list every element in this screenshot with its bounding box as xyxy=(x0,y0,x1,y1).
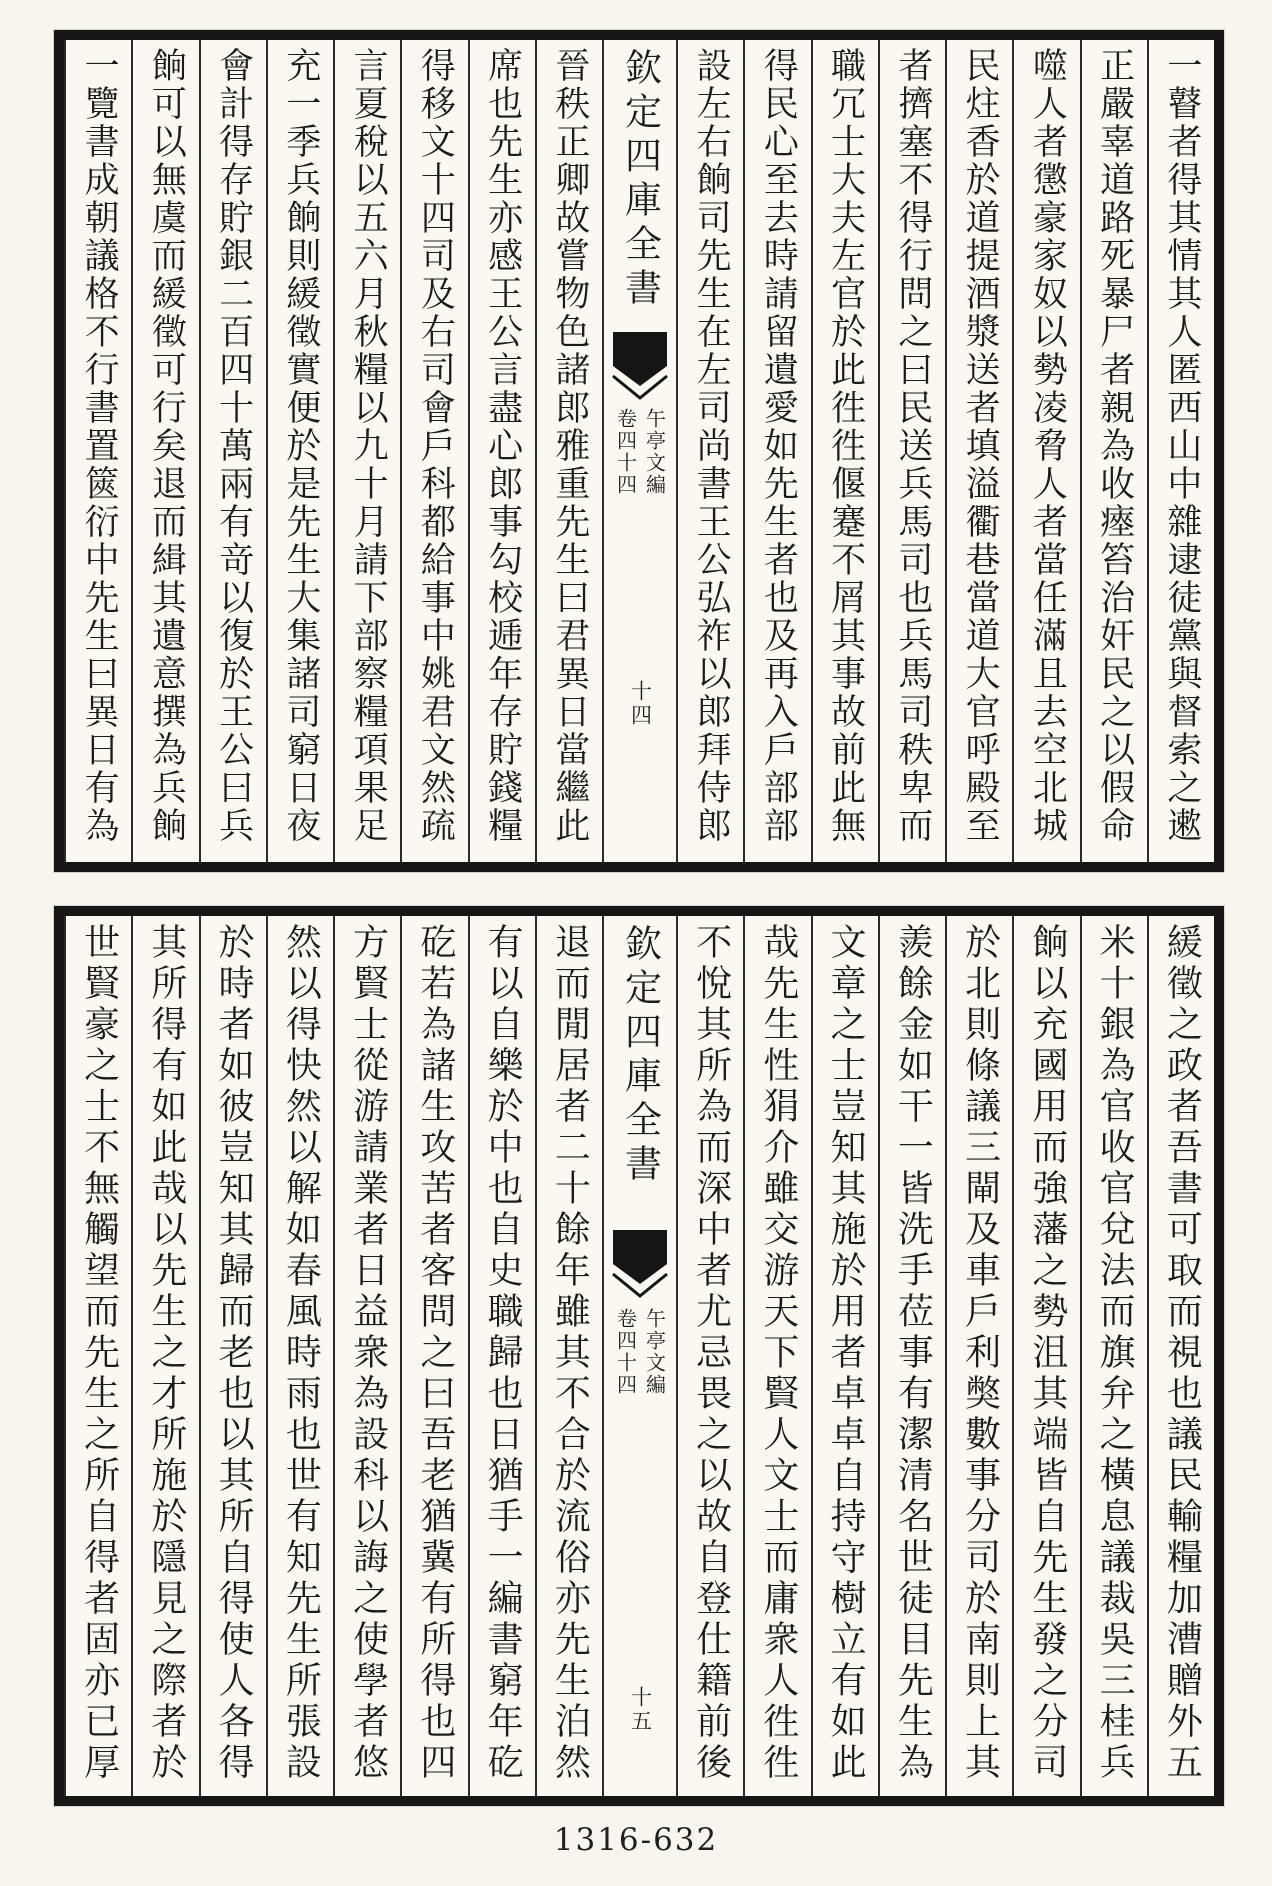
volume-label: 卷四十四 xyxy=(613,1308,638,1396)
folio-block-recto xyxy=(54,30,1224,872)
center-subtitle xyxy=(613,1308,667,1396)
text-column xyxy=(676,40,743,862)
folio-block-verso xyxy=(54,906,1224,1806)
text-column xyxy=(1147,40,1214,862)
text-column xyxy=(64,916,131,1796)
column-text: 有以自樂於中也自史職歸也日猶手一編書窮年矻 xyxy=(482,923,524,1784)
column-text: 會計得存貯銀二百四十萬兩有竒以復於王公曰兵 xyxy=(213,47,254,845)
text-column xyxy=(333,40,400,862)
text-column xyxy=(266,916,333,1796)
column-text: 餉以充國用而強藩之勢沮其端皆自先生發之分司 xyxy=(1026,923,1068,1784)
text-column xyxy=(333,916,400,1796)
text-column xyxy=(1012,40,1079,862)
text-column xyxy=(945,916,1012,1796)
center-subtitle xyxy=(613,408,667,496)
work-title: 午亭文編 xyxy=(642,1308,667,1396)
column-text: 一覽書成朝議格不行書置篋衍中先生曰異日有為 xyxy=(79,47,120,845)
text-column xyxy=(468,916,535,1796)
text-column xyxy=(535,916,602,1796)
text-column xyxy=(878,916,945,1796)
column-text: 席也先生亦感王公言盡心郎事勾校逓年存貯錢糧 xyxy=(482,47,523,845)
fishtail-icon xyxy=(612,330,668,406)
column-text: 正嚴辜道路死暴尸者親為收瘞笞治奸民之以假命 xyxy=(1094,47,1135,845)
column-text: 得移文十四司及右司會戶科都給事中姚君文然疏 xyxy=(415,47,456,845)
column-text: 餉可以無虞而緩徵可行矣退而緝其遺意撰為兵餉 xyxy=(146,47,187,845)
plate-number: 1316-632 xyxy=(553,1822,719,1858)
volume-label: 卷四十四 xyxy=(613,408,638,496)
column-text: 其所得有如此哉以先生之才所施於隱見之際者於 xyxy=(145,923,187,1784)
column-text: 米十銀為官收官兌法而旗弁之橫息議裁吳三桂兵 xyxy=(1094,923,1136,1784)
column-text: 文章之士豈知其施於用者卓卓自持守樹立有如此 xyxy=(825,923,867,1784)
column-text: 職冗士大夫左官於此徃徃偃蹇不屑其事故前此無 xyxy=(825,47,866,845)
text-column xyxy=(1080,916,1147,1796)
column-text: 一瞽者得其情其人匿西山中雜逮徒黨與督索之遬 xyxy=(1161,47,1202,845)
column-text: 充一季兵餉則緩徵實便於是先生大集諸司窮日夜 xyxy=(280,47,321,845)
text-column xyxy=(676,916,743,1796)
column-text: 於北則條議三閘及車戶利獘數事分司於南則上其 xyxy=(959,923,1001,1784)
text-column xyxy=(535,40,602,862)
text-column xyxy=(1147,916,1214,1796)
column-text: 民炷香於道提酒漿送者填溢衢巷當道大官呼殿至 xyxy=(960,47,1001,845)
text-column xyxy=(199,40,266,862)
text-column xyxy=(400,916,467,1796)
folio-number: 十四 xyxy=(628,680,653,728)
text-column xyxy=(131,40,198,862)
text-column xyxy=(878,40,945,862)
text-column xyxy=(1012,916,1079,1796)
column-text: 哉先生性狷介雖交游天下賢人文士而庸衆人徃徃 xyxy=(757,923,799,1784)
center-title-column xyxy=(602,40,676,862)
text-column xyxy=(945,40,1012,862)
text-column xyxy=(400,40,467,862)
text-column xyxy=(131,916,198,1796)
text-column xyxy=(266,40,333,862)
column-text: 得民心至去時請留遺愛如先生者也及再入戶部部 xyxy=(758,47,799,845)
library-title: 欽定四庫全書 xyxy=(618,924,662,1188)
column-text: 緩徵之政者吾書可取而視也議民輸糧加漕贈外五 xyxy=(1161,923,1203,1784)
text-column xyxy=(468,40,535,862)
column-text: 言夏稅以五六月秋糧以九十月請下部察糧項果足 xyxy=(348,47,389,845)
text-column xyxy=(811,40,878,862)
text-column xyxy=(743,916,810,1796)
column-text: 矻若為諸生攻苦者客問之曰吾老猶冀有所得也四 xyxy=(414,923,456,1784)
column-text: 設左右餉司先生在左司尚書王公弘祚以郎拜侍郎 xyxy=(691,47,732,845)
column-text: 羨餘金如干一皆洗手莅事有潔清名世徒目先生為 xyxy=(892,923,934,1784)
text-column xyxy=(811,916,878,1796)
fishtail-icon xyxy=(612,1228,668,1304)
folio-number: 十五 xyxy=(628,1686,653,1734)
text-column xyxy=(64,40,131,862)
column-text: 然以得快然以解如春風時雨也世有知先生所張設 xyxy=(280,923,322,1784)
column-text: 方賢士從游請業者日益衆為設科以誨之使學者悠 xyxy=(347,923,389,1784)
column-text: 不悅其所為而深中者尤忌畏之以故自登仕籍前後 xyxy=(690,923,732,1784)
column-text: 晉秩正卿故嘗物色諸郎雅重先生曰君異日當繼此 xyxy=(549,47,590,845)
text-column xyxy=(743,40,810,862)
column-text: 噬人者懲豪家奴以勢凌脅人者當任滿且去空北城 xyxy=(1027,47,1068,845)
center-title-column xyxy=(602,916,676,1796)
column-text: 世賢豪之士不無觸望而先生之所自得者固亦已厚 xyxy=(78,923,120,1784)
work-title: 午亭文編 xyxy=(642,408,667,496)
text-column xyxy=(199,916,266,1796)
column-text: 退而閒居者二十餘年雖其不合於流俗亦先生泊然 xyxy=(549,923,591,1784)
column-text: 者擠塞不得行問之曰民送兵馬司也兵馬司秩卑而 xyxy=(892,47,933,845)
text-column xyxy=(1080,40,1147,862)
column-text: 於時者如彼豈知其歸而老也以其所自得使人各得 xyxy=(213,923,255,1784)
library-title: 欽定四庫全書 xyxy=(618,48,662,312)
